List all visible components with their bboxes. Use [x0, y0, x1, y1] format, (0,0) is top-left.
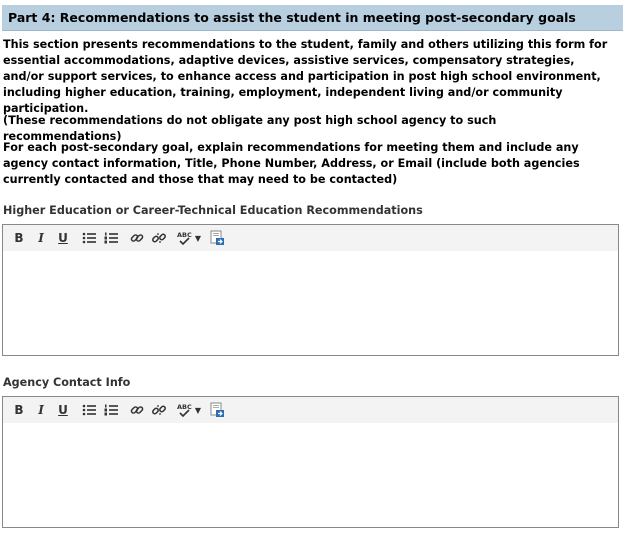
bold-icon: B	[14, 231, 24, 245]
intro-paragraph: This section presents recommendations to the student, family and others utilizing this form for essential accommodations, adaptive devices, assistive services, compensatory strategies, and/or support services, to enhance access and participation in post high school environment, including higher education, training, employment, independent living and/or community participation.	[3, 38, 608, 115]
numbered-list-icon	[104, 404, 118, 416]
spellcheck-icon	[176, 230, 192, 246]
paste-button[interactable]	[207, 228, 227, 248]
link-icon	[130, 231, 144, 245]
instructions-paragraph: For each post-secondary goal, explain recommendations for meeting them and include any agency contact information, Title, Phone Number, Address, or Email (include both agencies currently contacted and those that may need to be contacted)	[3, 141, 580, 186]
numbered-list-button[interactable]	[101, 228, 121, 248]
bold-button[interactable]	[9, 400, 29, 420]
spellcheck-button[interactable]	[175, 228, 193, 248]
link-icon	[130, 403, 144, 417]
agency-contact-text-area[interactable]	[3, 423, 618, 527]
italic-button[interactable]	[31, 400, 51, 420]
bold-icon: B	[14, 403, 24, 417]
agency-contact-editor	[2, 396, 619, 528]
svg-text:ABC: ABC	[177, 231, 192, 239]
paste-button[interactable]	[207, 400, 227, 420]
underline-icon: U	[58, 231, 68, 245]
editor-toolbar	[3, 225, 618, 251]
disclaimer-paragraph: (These recommendations do not obligate any post high school agency to such recommendations)	[3, 114, 497, 143]
higher-education-editor	[2, 224, 619, 356]
bulleted-list-button[interactable]	[79, 400, 99, 420]
italic-button[interactable]	[31, 228, 51, 248]
underline-button[interactable]	[53, 400, 73, 420]
paste-icon	[209, 230, 225, 246]
higher-education-text-area[interactable]	[3, 251, 618, 355]
bulleted-list-icon	[82, 404, 96, 416]
italic-icon: I	[38, 231, 44, 245]
editor-toolbar	[3, 397, 618, 423]
bulleted-list-icon	[82, 232, 96, 244]
higher-education-label: Higher Education or Career-Technical Education Recommendations	[3, 204, 423, 217]
underline-icon: U	[58, 403, 68, 417]
unlink-button[interactable]	[149, 400, 169, 420]
spellcheck-dropdown[interactable]	[193, 406, 203, 415]
section-header: Part 4: Recommendations to assist the student in meeting post-secondary goals	[2, 5, 623, 31]
spellcheck-button[interactable]	[175, 400, 193, 420]
spellcheck-dropdown[interactable]	[193, 234, 203, 243]
paste-icon	[209, 402, 225, 418]
bulleted-list-button[interactable]	[79, 228, 99, 248]
numbered-list-button[interactable]	[101, 400, 121, 420]
spellcheck-icon	[176, 402, 192, 418]
underline-button[interactable]	[53, 228, 73, 248]
dropdown-caret-icon: ▼	[194, 233, 202, 243]
dropdown-caret-icon: ▼	[194, 405, 202, 415]
numbered-list-icon	[104, 232, 118, 244]
unlink-icon	[152, 231, 166, 245]
link-button[interactable]	[127, 400, 147, 420]
bold-button[interactable]	[9, 228, 29, 248]
italic-icon: I	[38, 403, 44, 417]
unlink-icon	[152, 403, 166, 417]
unlink-button[interactable]	[149, 228, 169, 248]
link-button[interactable]	[127, 228, 147, 248]
agency-contact-label: Agency Contact Info	[3, 376, 131, 389]
svg-text:ABC: ABC	[177, 403, 192, 411]
